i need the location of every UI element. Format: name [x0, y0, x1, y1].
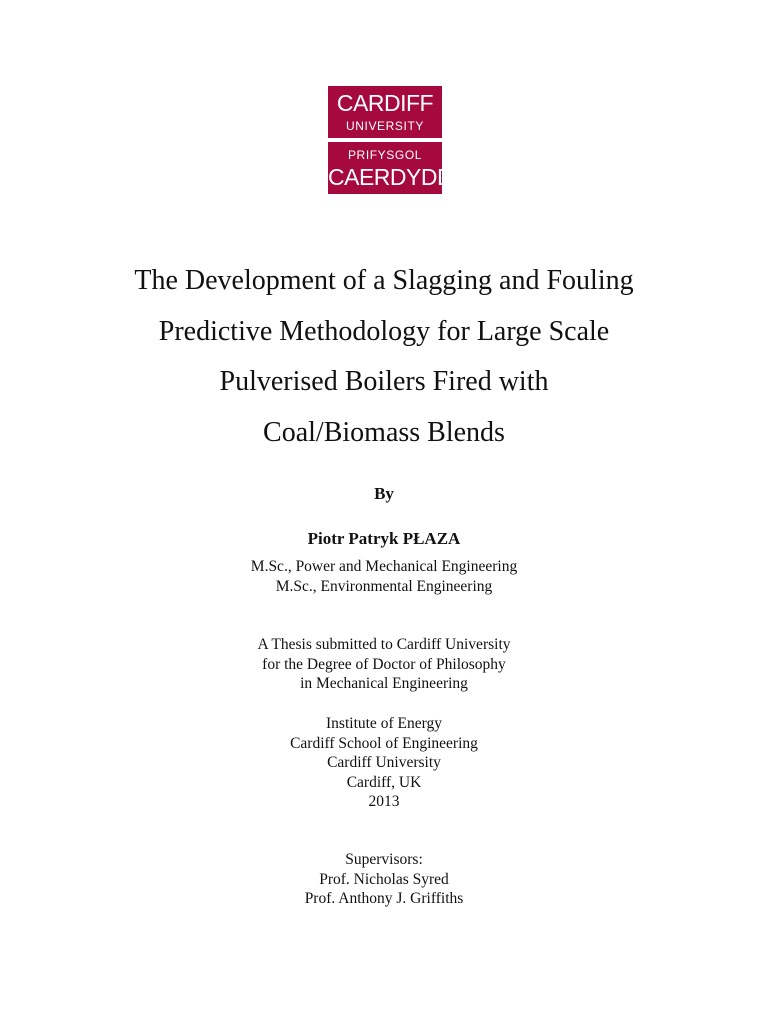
thesis-statement-line: for the Degree of Doctor of Philosophy [262, 655, 506, 673]
title-line: The Development of a Slagging and Fouling [134, 265, 634, 296]
supervisors-label: Supervisors: [345, 851, 423, 868]
year: 2013 [368, 793, 400, 810]
logo-welsh-block [328, 142, 454, 194]
school-name: Cardiff School of Engineering [290, 734, 478, 752]
thesis-statement-line: A Thesis submitted to Cardiff University [257, 636, 511, 653]
thesis-statement-line: in Mechanical Engineering [300, 675, 468, 692]
thesis-statement [0, 635, 768, 694]
title-line: Predictive Methodology for Large Scale [158, 315, 610, 347]
by-label: By [374, 484, 394, 503]
title-line: Pulverised Boilers Fired with [219, 366, 549, 397]
logo-english-block [328, 86, 442, 138]
cardiff-university-logo [328, 86, 454, 194]
title-line: Coal/Biomass Blends [263, 416, 505, 448]
location: Cardiff, UK [346, 773, 422, 791]
author-name: Piotr Patryk PŁAZA [307, 529, 461, 548]
degree-line: M.Sc., Environmental Engineering [275, 577, 493, 595]
institution-block [0, 714, 768, 812]
author-degrees [0, 557, 768, 596]
degree-line: M.Sc., Power and Mechanical Engineering [250, 558, 518, 575]
logo-prifysgol-text: PRIFYSGOL [347, 148, 423, 162]
logo-cardiff-text: CARDIFF [336, 90, 434, 116]
thesis-title [60, 256, 708, 458]
supervisors-block [0, 850, 768, 909]
supervisor-name: Prof. Nicholas Syred [319, 870, 449, 888]
logo-university-text: UNIVERSITY [345, 119, 424, 133]
university-name: Cardiff University [327, 754, 441, 771]
supervisor-name: Prof. Anthony J. Griffiths [304, 890, 464, 907]
institute-name: Institute of Energy [326, 715, 442, 732]
logo-caerdydd-text: CAERDYDD [328, 164, 454, 190]
